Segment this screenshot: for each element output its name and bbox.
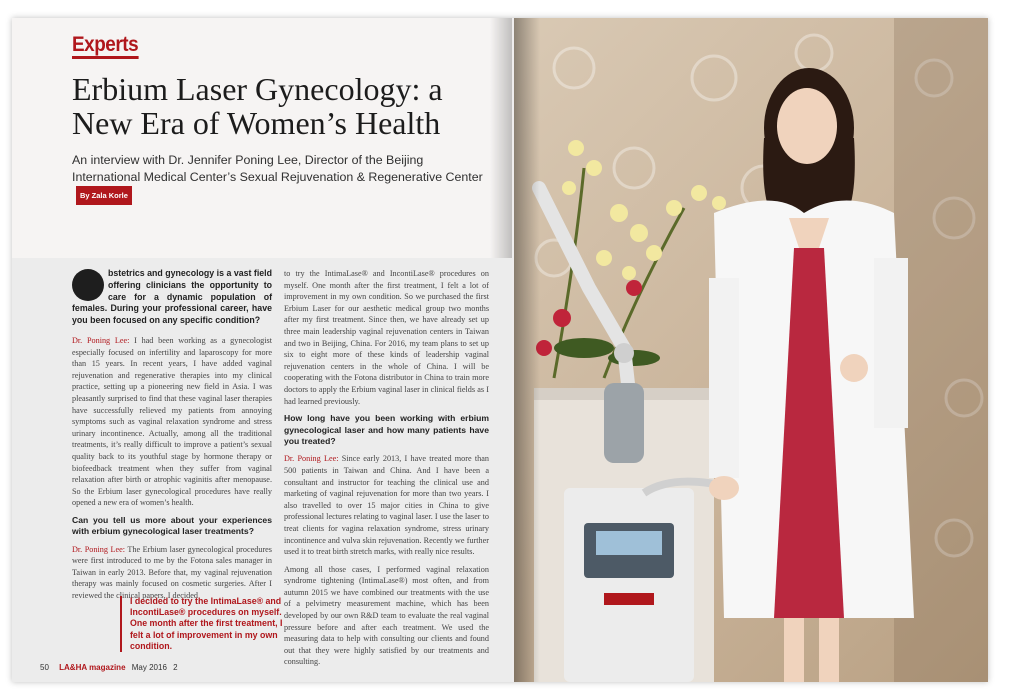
column-2 <box>284 268 489 674</box>
subhead-text: An interview with Dr. Jennifer Poning Lee, Director of the Beijing International Medical Center’s Sexual Rejuvenation & Regenerative Center <box>72 153 483 184</box>
answer-3-text: Since early 2013, I have treated more than 500 patients in Taiwan and China. And I have been a consultant and instructor for teaching the clinical use and marketing of vaginal rejuvenation for more than two years. I also travelled to over 15 major cities in China to give professional lectures relating to vaginal laser. I use the laser to treat clients for vagina relaxation syndrome, stress urinary incontinence and vulva skin rejuvenation. Recently we further used it to treat birth stretch marks, with really nice results. <box>284 454 489 557</box>
woman-figure <box>709 68 914 682</box>
answer-1-text: I had been working as a gynecologist especially focused on infertility and laparoscopy for more than 15 years. In recent years, I have added vaginal rejuvenation and regenerative therapies into my clinical practice, setting up a pioneering new field in Asia. I was pleasantly surprised to find that these vaginal laser therapies have successfully relieved my patients from annoying symptoms such as vaginal relaxation syndrome and stress urinary incontinence. Actually, among all the traditional treatments, it’s really difficult to improve a patient’s sexual quality back to its youthful stage by hormone therapy or biofeedback treatment when they suffer from vaginal relaxation after birth or atrophic vaginitis after menopause. So the Erbium laser gynecological procedures have really opened a new era of women’s health. <box>72 335 273 508</box>
lead-question-text: bstetrics and gynecology is a vast field offering clinicians the opportunity to care for a dynamic population of females. During your professional career, have you been focused on any specific condition? <box>72 268 272 326</box>
page-number: 50 <box>40 663 49 672</box>
orchid-plant <box>536 140 726 378</box>
answer-2 <box>72 544 272 602</box>
lead-question <box>72 268 272 327</box>
section-label: Experts <box>72 34 138 59</box>
question-2: Can you tell us more about your experiences with erbium gynecological laser treatments? <box>72 514 272 537</box>
answer-3 <box>284 453 489 557</box>
issue-number: 2 <box>173 663 178 672</box>
left-page <box>12 18 512 682</box>
right-page-photo <box>514 18 988 682</box>
column-2-text-2: Among all those cases, I performed vaginal relaxation syndrome tightening (IntimaLase®) most often, and from autumn 2015 we have combined our treatments with the use of a pelvimetry measurement machine, which has been developed by our own R&D team to evaluate the real vaginal pressure before and after each treatment. We used the measuring data to help with consulting our clients and found out that they were highly satisfied by our treatments and consulting. <box>284 564 489 667</box>
article-subhead <box>72 152 492 205</box>
answer-2-text: The Erbium laser gynecological procedures were first introduced to me by the Fotona sales manager in Taiwan in early 2013. Before that, my vaginal rejuvenation therapy was mainly focused on cosmetic surgeries. After I reviewed the clinical papers, I decided <box>72 544 272 601</box>
speaker-label: Dr. Poning Lee: <box>72 335 130 345</box>
page-footer <box>40 663 178 672</box>
answer-1 <box>72 335 272 509</box>
article-headline: Erbium Laser Gynecology: a New Era of Women’s Health <box>72 71 443 141</box>
pull-quote: I decided to try the IntimaLase® and IncontiLase® procedures on myself. One month after the first treatment, I felt a lot of improvement in my own condition. <box>120 596 288 652</box>
speaker-label: Dr. Poning Lee: <box>72 544 125 554</box>
drop-cap-o <box>72 269 104 301</box>
column-1 <box>72 268 272 608</box>
magazine-name: LA&HA magazine <box>59 663 126 672</box>
question-3: How long have you been working with erbium gynecological laser and how many patients have you treated? <box>284 413 489 446</box>
issue-date: May 2016 <box>131 663 167 672</box>
gutter-shadow-right <box>514 18 540 682</box>
portrait-photo <box>514 18 988 682</box>
byline-badge: By Zala Korle <box>76 186 132 205</box>
speaker-label: Dr. Poning Lee: <box>284 454 339 464</box>
column-2-text-1: to try the IntimaLase® and IncontiLase® procedures on myself. One month after the first treatment, I felt a lot of improvement in my own condition. So we purchased the first Erbium Laser for our aesthetic medical group two months after my first treatment. Since then, we have already set up three main leadership vaginal rejuvenation centers in Taiwan and two in Beijing, China. For 2016, my team plans to set up six to eight more of these kinds of leadership vaginal rejuvenation centers in the whole of China. I will be cooperating with the Fotona distributor in China to train more doctors to apply the Erbium vaginal laser in clinical fields as I had learned previously. <box>284 269 489 406</box>
